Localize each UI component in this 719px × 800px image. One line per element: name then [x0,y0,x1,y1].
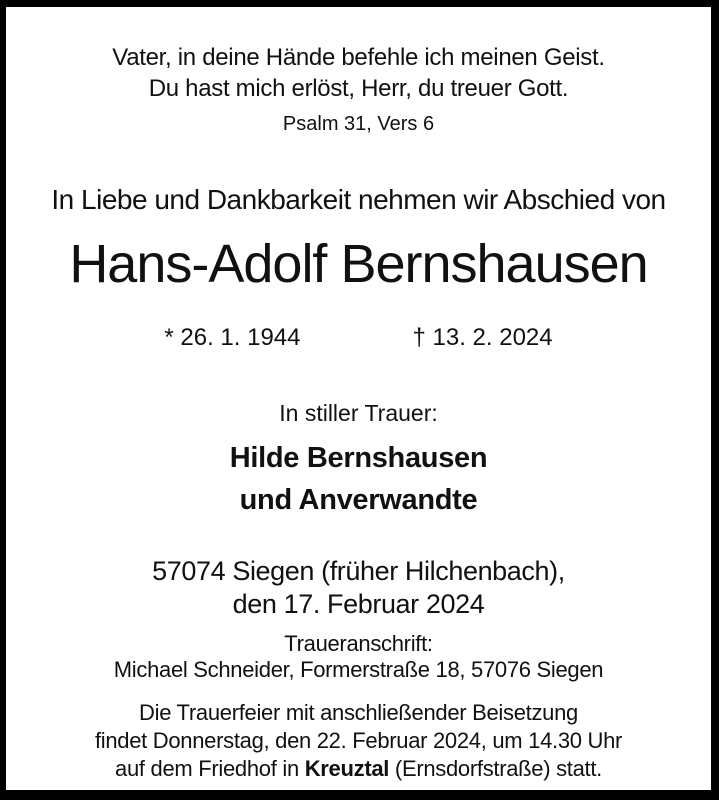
deceased-name: Hans-Adolf Bernshausen [69,234,648,294]
funeral-line-3 [6,755,711,783]
epigraph-line-2: Du hast mich erlöst, Herr, du treuer Gott. [148,75,569,102]
notice-content [6,7,711,783]
place-date [6,555,711,621]
mourning-address-heading: Traueranschrift: [284,631,433,656]
death-date: † 13. 2. 2024 [412,324,553,351]
funeral-info [6,699,711,783]
funeral-line-3-suffix: (Ernsdorfstraße) statt. [389,756,602,781]
epigraph [6,42,711,137]
life-dates [6,323,711,353]
mourning-address-line: Michael Schneider, Formerstraße 18, 57076 Siegen [113,657,604,682]
birth-date: * 26. 1. 1944 [164,324,301,351]
funeral-line-1: Die Trauerfeier mit anschließender Beisetzung [139,700,578,725]
mourner-name-2: und Anverwandte [239,484,478,516]
mourners-names [6,437,711,521]
mourning-address [6,631,711,683]
funeral-line-2: findet Donnerstag, den 22. Februar 2024, um 14.30 Uhr [94,728,623,753]
funeral-location: Kreuztal [304,756,390,781]
epigraph-line-1: Vater, in deine Hände befehle ich meinen Geist. [112,44,605,71]
epigraph-source: Psalm 31, Vers 6 [282,113,435,135]
mourner-name-1: Hilde Bernshausen [229,442,488,474]
place-date-line-1: 57074 Siegen (früher Hilchenbach), [152,556,565,586]
intro-line: In Liebe und Dankbarkeit nehmen wir Abschied von [51,184,666,215]
funeral-line-3-prefix: auf dem Friedhof in [115,756,305,781]
mourners-heading: In stiller Trauer: [279,400,438,426]
place-date-line-2: den 17. Februar 2024 [232,589,485,619]
